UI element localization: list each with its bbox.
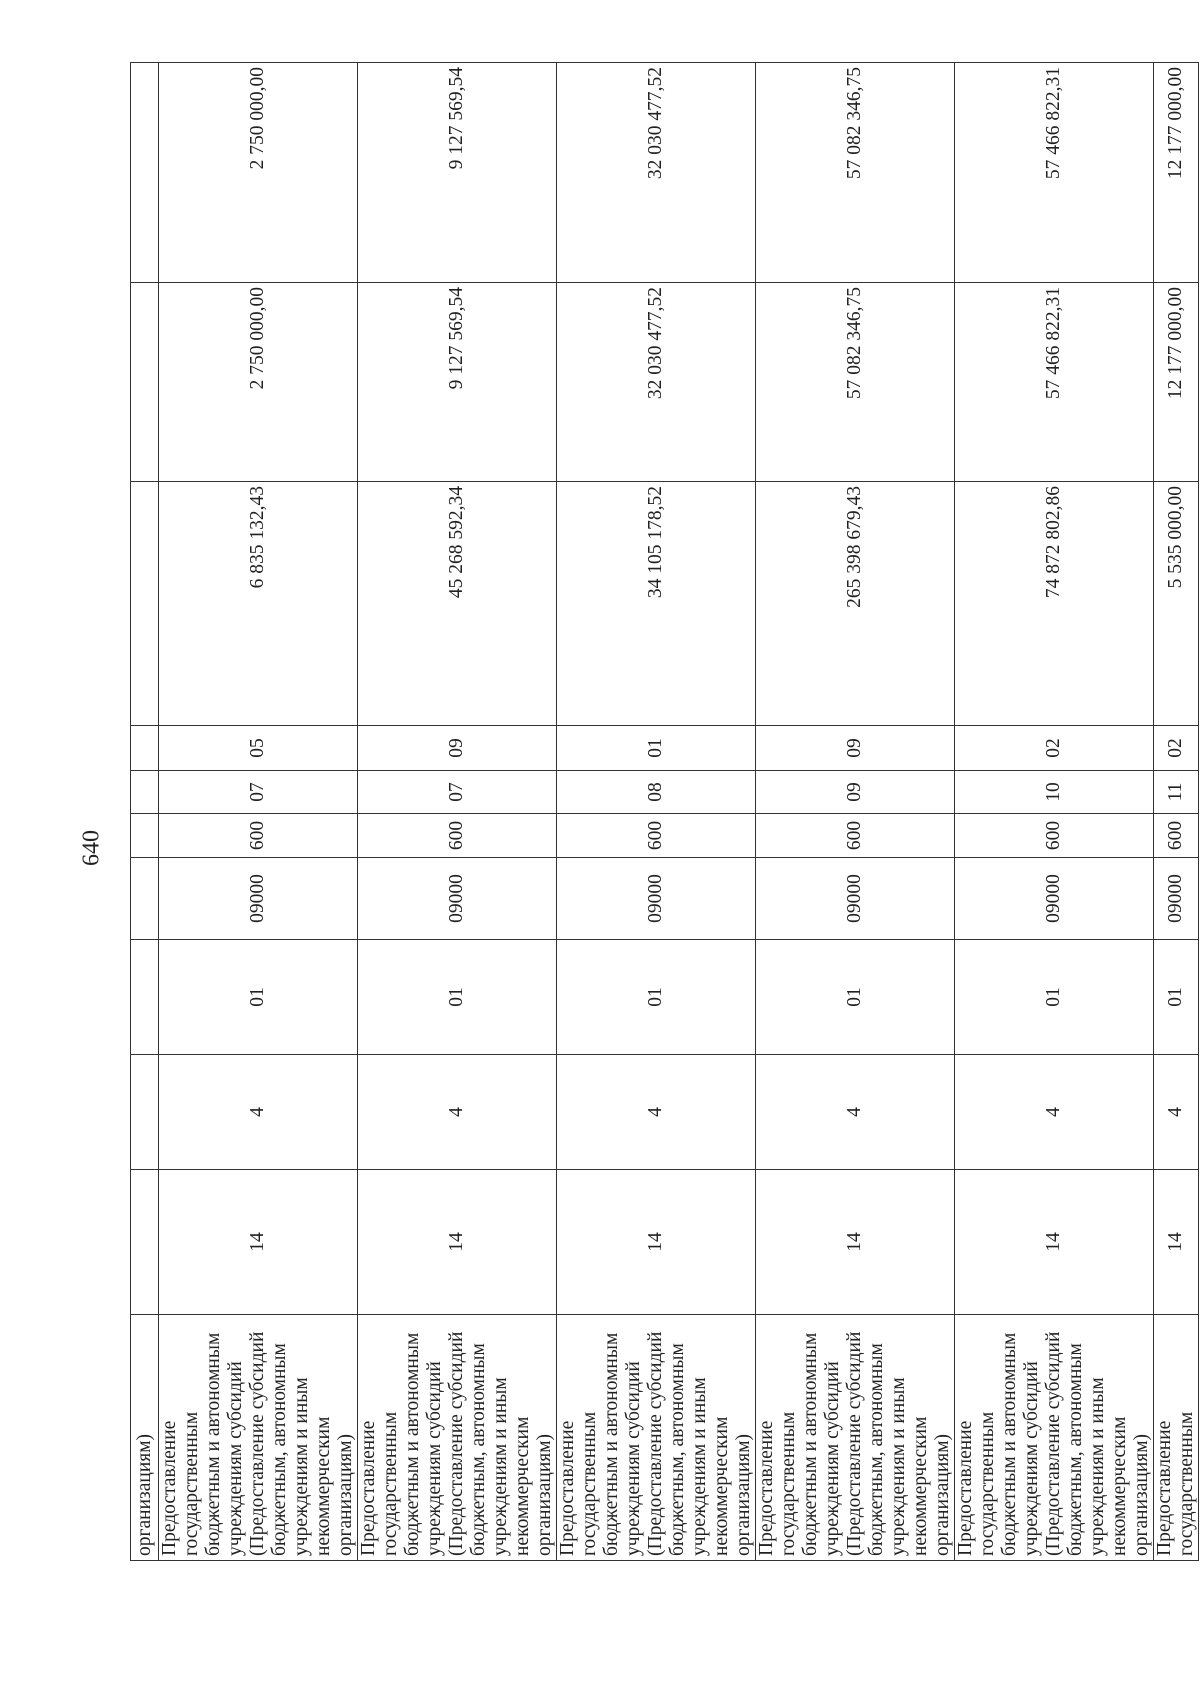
code-cell: 600 — [756, 814, 955, 858]
code-cell: 07 — [358, 771, 557, 814]
code-cell: 01 — [557, 726, 756, 771]
amount-cell: 34 105 178,52 — [557, 482, 756, 726]
code-cell: 09 — [756, 771, 955, 814]
code-cell: 08 — [557, 771, 756, 814]
code-cell: 05 — [159, 726, 358, 771]
code-cell: 11 — [1154, 771, 1199, 814]
code-cell: 600 — [557, 814, 756, 858]
amount-cell: 57 466 822,31 — [955, 63, 1154, 283]
code-cell: 14 — [955, 1170, 1154, 1315]
code-cell: 4 — [358, 1055, 557, 1170]
name-cell: Предоставление государственным — [1154, 1315, 1199, 1561]
code-cell: 01 — [955, 940, 1154, 1055]
code-cell: 01 — [159, 940, 358, 1055]
name-cell: Предоставление государственным бюджетным и автономным учреждениям субсидий (Предоставление субсидий бюджетным, автономным учреждениям и иным некоммерческим организациям) — [955, 1315, 1154, 1561]
code-cell: 02 — [955, 726, 1154, 771]
code-cell: 09000 — [955, 858, 1154, 940]
code-cell: 4 — [1154, 1055, 1199, 1170]
table-row — [955, 63, 1154, 1561]
code-cell: 01 — [1154, 940, 1199, 1055]
table-row — [131, 63, 159, 1561]
code-cell: 09000 — [756, 858, 955, 940]
code-cell: 14 — [557, 1170, 756, 1315]
name-cell: организациям) — [131, 1315, 159, 1561]
name-cell: Предоставление государственным бюджетным и автономным учреждениям субсидий (Предоставление субсидий бюджетным, автономным учреждениям и иным некоммерческим организациям) — [557, 1315, 756, 1561]
code-cell: 14 — [358, 1170, 557, 1315]
empty-cell — [131, 1170, 159, 1315]
code-cell: 09000 — [1154, 858, 1199, 940]
empty-cell — [131, 814, 159, 858]
empty-cell — [131, 1055, 159, 1170]
code-cell: 10 — [955, 771, 1154, 814]
amount-cell: 57 082 346,75 — [756, 63, 955, 283]
empty-cell — [131, 858, 159, 940]
empty-cell — [131, 726, 159, 771]
code-cell: 09 — [358, 726, 557, 771]
code-cell: 4 — [159, 1055, 358, 1170]
amount-cell: 74 872 802,86 — [955, 482, 1154, 726]
code-cell: 600 — [358, 814, 557, 858]
code-cell: 600 — [1154, 814, 1199, 858]
amount-cell: 12 177 000,00 — [1154, 63, 1199, 283]
amount-cell: 12 177 000,00 — [1154, 283, 1199, 482]
code-cell: 09000 — [358, 858, 557, 940]
code-cell: 07 — [159, 771, 358, 814]
code-cell: 09000 — [159, 858, 358, 940]
table-row — [358, 63, 557, 1561]
amount-cell: 9 127 569,54 — [358, 63, 557, 283]
code-cell: 4 — [756, 1055, 955, 1170]
code-cell: 09000 — [557, 858, 756, 940]
name-cell: Предоставление государственным бюджетным и автономным учреждениям субсидий (Предоставление субсидий бюджетным, автономным учреждениям и иным некоммерческим организациям) — [358, 1315, 557, 1561]
code-cell: 4 — [557, 1055, 756, 1170]
code-cell: 02 — [1154, 726, 1199, 771]
code-cell: 600 — [955, 814, 1154, 858]
page-number: 640 — [78, 830, 105, 866]
table-row — [756, 63, 955, 1561]
amount-cell: 57 082 346,75 — [756, 283, 955, 482]
table-body — [131, 63, 1199, 1561]
code-cell: 14 — [756, 1170, 955, 1315]
table-row — [1154, 63, 1199, 1561]
amount-cell: 9 127 569,54 — [358, 283, 557, 482]
code-cell: 01 — [557, 940, 756, 1055]
code-cell: 01 — [358, 940, 557, 1055]
rotated-table-wrapper — [130, 63, 1197, 1561]
amount-cell: 265 398 679,43 — [756, 482, 955, 726]
name-cell: Предоставление государственным бюджетным и автономным учреждениям субсидий (Предоставление субсидий бюджетным, автономным учреждениям и иным некоммерческим организациям) — [159, 1315, 358, 1561]
empty-cell — [131, 283, 159, 482]
amount-cell: 32 030 477,52 — [557, 283, 756, 482]
empty-cell — [131, 482, 159, 726]
code-cell: 600 — [159, 814, 358, 858]
empty-cell — [131, 63, 159, 283]
amount-cell: 2 750 000,00 — [159, 63, 358, 283]
amount-cell: 2 750 000,00 — [159, 283, 358, 482]
name-cell: Предоставление государственным бюджетным и автономным учреждениям субсидий (Предоставление субсидий бюджетным, автономным учреждениям и иным некоммерческим организациям) — [756, 1315, 955, 1561]
budget-table — [130, 62, 1199, 1561]
code-cell: 14 — [159, 1170, 358, 1315]
table-row — [557, 63, 756, 1561]
code-cell: 01 — [756, 940, 955, 1055]
code-cell: 4 — [955, 1055, 1154, 1170]
code-cell: 14 — [1154, 1170, 1199, 1315]
amount-cell: 45 268 592,34 — [358, 482, 557, 726]
amount-cell: 57 466 822,31 — [955, 283, 1154, 482]
table-row — [159, 63, 358, 1561]
amount-cell: 6 835 132,43 — [159, 482, 358, 726]
empty-cell — [131, 771, 159, 814]
empty-cell — [131, 940, 159, 1055]
amount-cell: 5 535 000,00 — [1154, 482, 1199, 726]
code-cell: 09 — [756, 726, 955, 771]
amount-cell: 32 030 477,52 — [557, 63, 756, 283]
